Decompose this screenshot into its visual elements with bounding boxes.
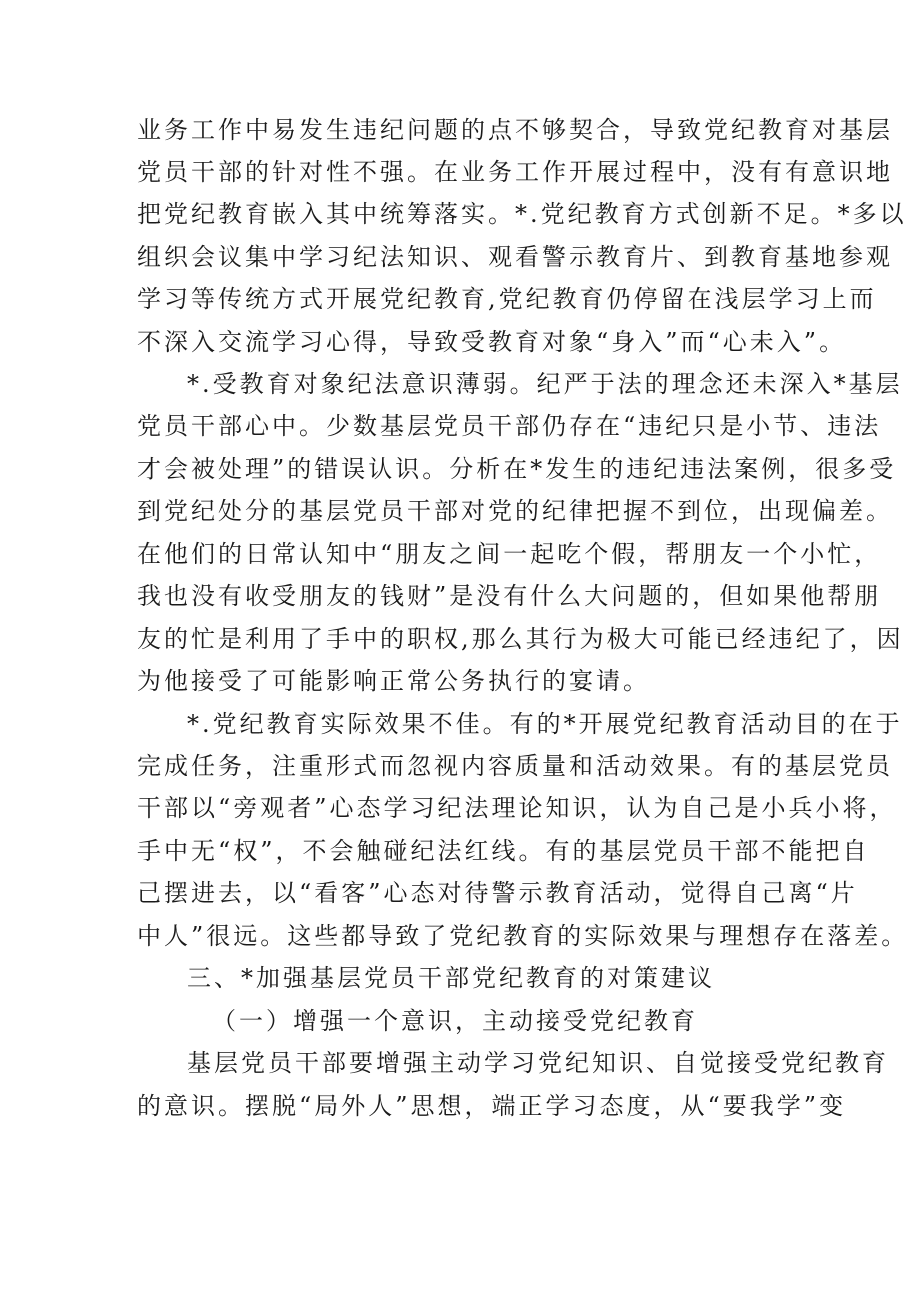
text-line: 到党纪处分的基层党员干部对党的纪律把握不到位，出现偏差。 <box>137 497 893 525</box>
text-line: 在他们的日常认知中“朋友之间一起吃个假，帮朋友一个小忙， <box>137 540 882 568</box>
text-line: 组织会议集中学习纪法知识、观看警示教育片、到教育基地参观 <box>137 243 893 271</box>
paragraph-start-line: *.受教育对象纪法意识薄弱。纪严于法的理念还未深入*基层 <box>187 370 903 398</box>
text-line: 不深入交流学习心得，导致受教育对象“身入”而“心未入”。 <box>137 328 847 356</box>
subsection-heading: （一）增强一个意识，主动接受党纪教育 <box>212 1007 698 1035</box>
text-line: 我也没有收受朋友的钱财”是没有什么大问题的，但如果他帮朋 <box>137 582 882 610</box>
text-line: 党员干部心中。少数基层党员干部仍存在“违纪只是小节、违法 <box>137 412 882 440</box>
text-line: 己摆进去，以“看客”心态对待警示教育活动，觉得自己离“片 <box>137 879 858 907</box>
text-line: 业务工作中易发生违纪问题的点不够契合，导致党纪教育对基层 <box>137 116 893 144</box>
text-line: 为他接受了可能影响正常公务执行的宴请。 <box>137 667 650 695</box>
text-line: 把党纪教育嵌入其中统筹落实。*.党纪教育方式创新不足。*多以 <box>137 200 907 228</box>
text-line: 手中无“权”，不会触碰纪法红线。有的基层党员干部不能把自 <box>137 837 870 865</box>
text-line: 才会被处理”的错误认识。分析在*发生的违纪违法案例，很多受 <box>137 455 897 483</box>
text-line: 干部以“旁观者”心态学习纪法理论知识，认为自己是小兵小将， <box>137 794 897 822</box>
text-line: 党员干部的针对性不强。在业务工作开展过程中，没有有意识地 <box>137 158 893 186</box>
text-line: 的意识。摆脱“局外人”思想，端正学习态度，从“要我学”变 <box>137 1092 847 1120</box>
paragraph-start-line: *.党纪教育实际效果不佳。有的*开展党纪教育活动目的在于 <box>187 710 903 738</box>
paragraph-start-line: 基层党员干部要增强主动学习党纪知识、自觉接受党纪教育 <box>187 1049 889 1077</box>
section-heading: 三、*加强基层党员干部党纪教育的对策建议 <box>187 964 715 992</box>
text-line: 完成任务，注重形式而忽视内容质量和活动效果。有的基层党员 <box>137 752 893 780</box>
text-line: 中人”很远。这些都导致了党纪教育的实际效果与理想存在落差。 <box>137 922 909 950</box>
text-line: 友的忙是利用了手中的职权,那么其行为极大可能已经违纪了，因 <box>137 625 904 653</box>
text-line: 学习等传统方式开展党纪教育,党纪教育仍停留在浅层学习上而 <box>137 285 877 313</box>
